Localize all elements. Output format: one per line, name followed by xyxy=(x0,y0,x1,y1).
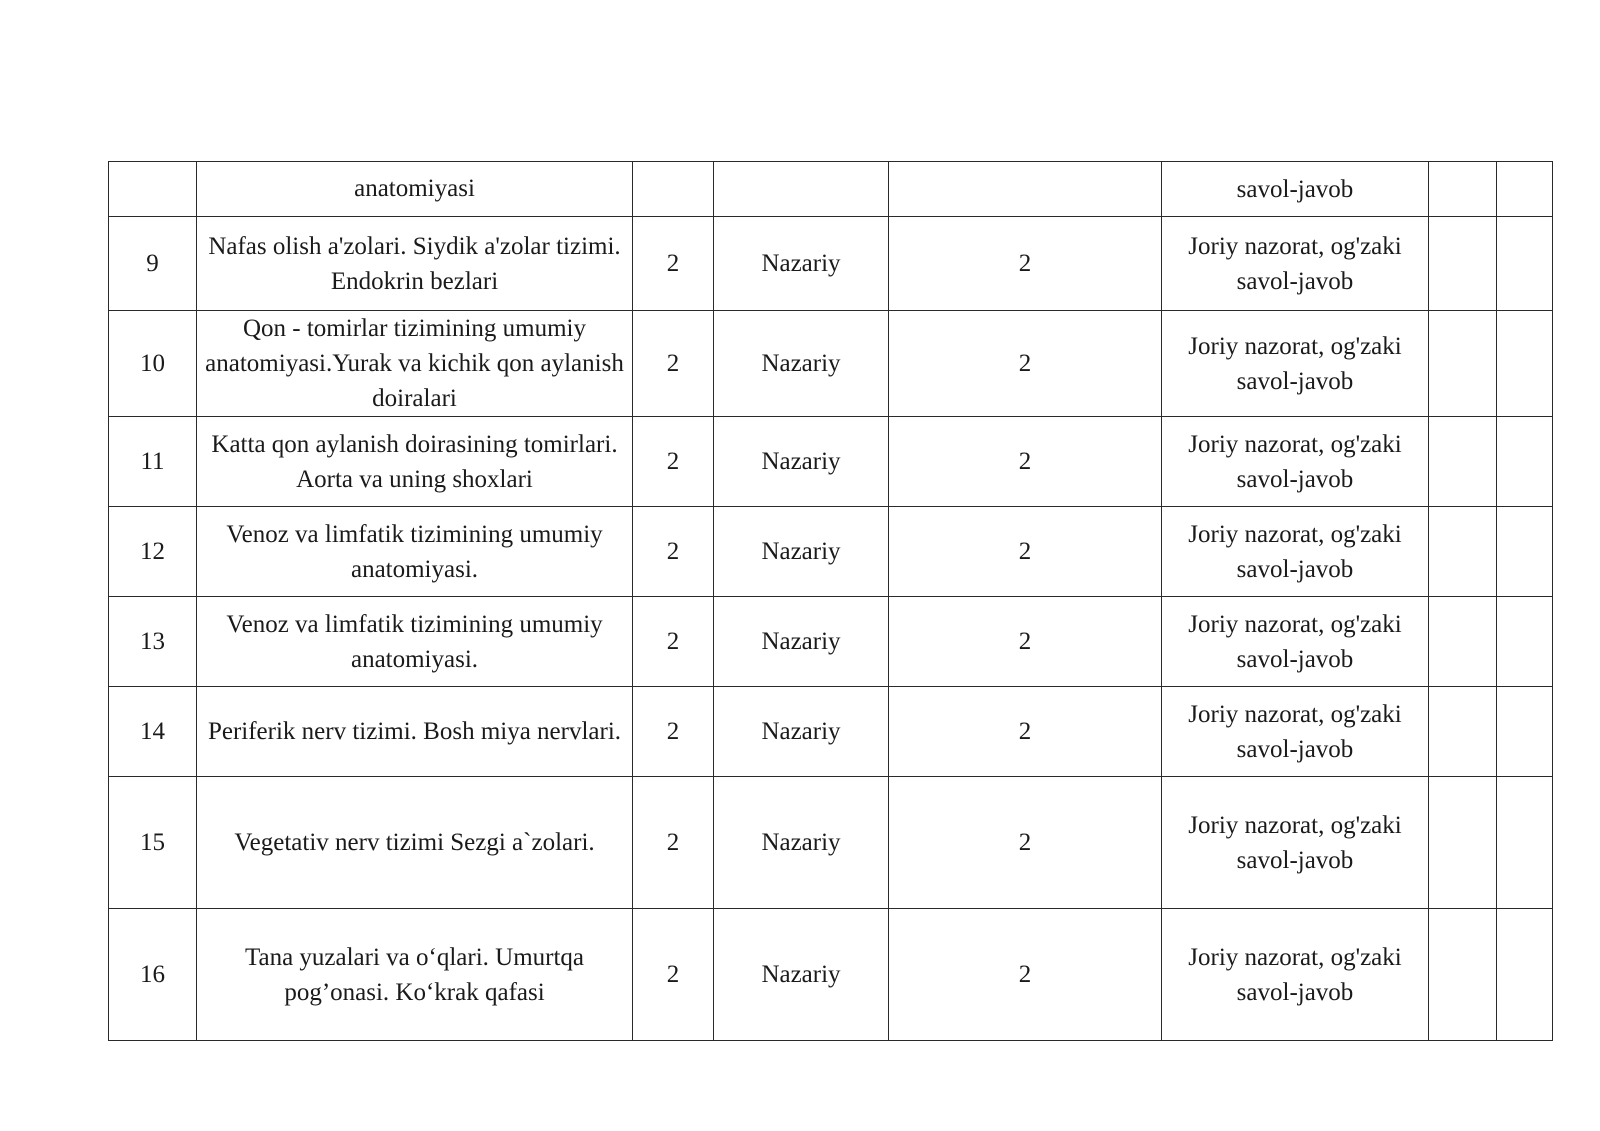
control-form-cell: Joriy nazorat, og'zaki savol-javob xyxy=(1162,417,1429,507)
hours-cell: 2 xyxy=(633,909,714,1041)
lesson-type-cell: Nazariy xyxy=(714,909,889,1041)
hours-cell: 2 xyxy=(633,217,714,311)
lesson-type-cell: Nazariy xyxy=(714,417,889,507)
table-row xyxy=(109,507,1553,597)
extra-cell xyxy=(1497,687,1553,777)
lesson-type-cell: Nazariy xyxy=(714,777,889,909)
row-number: 13 xyxy=(109,597,197,687)
curriculum-table xyxy=(108,161,1553,1041)
lesson-type-cell: Nazariy xyxy=(714,597,889,687)
extra-cell xyxy=(1429,162,1497,217)
count-cell: 2 xyxy=(889,777,1162,909)
control-form-cell: Joriy nazorat, og'zaki savol-javob xyxy=(1162,217,1429,311)
topic-cell: Nafas olish a'zolari. Siydik a'zolar tizimi. Endokrin bezlari xyxy=(197,217,633,311)
topic-cell: Venoz va limfatik tizimining umumiy anatomiyasi. xyxy=(197,507,633,597)
topic-cell: Katta qon aylanish doirasining tomirlari. Aorta va uning shoxlari xyxy=(197,417,633,507)
row-number xyxy=(109,162,197,217)
hours-cell: 2 xyxy=(633,597,714,687)
table-row xyxy=(109,597,1553,687)
topic-cell: Qon - tomirlar tizimining umumiy anatomiyasi.Yurak va kichik qon aylanish doiralari xyxy=(197,311,633,417)
row-number: 11 xyxy=(109,417,197,507)
row-number: 10 xyxy=(109,311,197,417)
lesson-type-cell: Nazariy xyxy=(714,311,889,417)
count-cell: 2 xyxy=(889,217,1162,311)
table-row xyxy=(109,217,1553,311)
row-number: 14 xyxy=(109,687,197,777)
table-row xyxy=(109,909,1553,1041)
table-row xyxy=(109,162,1553,217)
hours-cell: 2 xyxy=(633,417,714,507)
count-cell xyxy=(889,162,1162,217)
row-number: 12 xyxy=(109,507,197,597)
count-cell: 2 xyxy=(889,909,1162,1041)
topic-cell: anatomiyasi xyxy=(197,162,633,217)
extra-cell xyxy=(1497,311,1553,417)
hours-cell: 2 xyxy=(633,311,714,417)
extra-cell xyxy=(1429,507,1497,597)
extra-cell xyxy=(1497,597,1553,687)
extra-cell xyxy=(1497,909,1553,1041)
extra-cell xyxy=(1497,217,1553,311)
extra-cell xyxy=(1497,507,1553,597)
extra-cell xyxy=(1429,777,1497,909)
extra-cell xyxy=(1429,217,1497,311)
control-form-cell: Joriy nazorat, og'zaki savol-javob xyxy=(1162,777,1429,909)
lesson-type-cell: Nazariy xyxy=(714,217,889,311)
control-form-cell: Joriy nazorat, og'zaki savol-javob xyxy=(1162,507,1429,597)
count-cell: 2 xyxy=(889,507,1162,597)
table-row xyxy=(109,417,1553,507)
control-form-cell: savol-javob xyxy=(1162,162,1429,217)
row-number: 9 xyxy=(109,217,197,311)
topic-cell: Venoz va limfatik tizimining umumiy anatomiyasi. xyxy=(197,597,633,687)
hours-cell: 2 xyxy=(633,507,714,597)
extra-cell xyxy=(1429,311,1497,417)
control-form-cell: Joriy nazorat, og'zaki savol-javob xyxy=(1162,311,1429,417)
count-cell: 2 xyxy=(889,311,1162,417)
topic-cell: Vegetativ nerv tizimi Sezgi a`zolari. xyxy=(197,777,633,909)
hours-cell: 2 xyxy=(633,777,714,909)
extra-cell xyxy=(1429,687,1497,777)
count-cell: 2 xyxy=(889,417,1162,507)
extra-cell xyxy=(1429,909,1497,1041)
control-form-cell: Joriy nazorat, og'zaki savol-javob xyxy=(1162,597,1429,687)
lesson-type-cell: Nazariy xyxy=(714,507,889,597)
hours-cell: 2 xyxy=(633,687,714,777)
table-row xyxy=(109,311,1553,417)
extra-cell xyxy=(1497,777,1553,909)
row-number: 16 xyxy=(109,909,197,1041)
lesson-type-cell: Nazariy xyxy=(714,687,889,777)
row-number: 15 xyxy=(109,777,197,909)
control-form-cell: Joriy nazorat, og'zaki savol-javob xyxy=(1162,687,1429,777)
hours-cell xyxy=(633,162,714,217)
lesson-type-cell xyxy=(714,162,889,217)
extra-cell xyxy=(1497,162,1553,217)
extra-cell xyxy=(1497,417,1553,507)
table-row xyxy=(109,687,1553,777)
table-body xyxy=(109,162,1553,1041)
extra-cell xyxy=(1429,597,1497,687)
count-cell: 2 xyxy=(889,687,1162,777)
topic-cell: Tana yuzalari va o‘qlari. Umurtqa pog’onasi. Ko‘krak qafasi xyxy=(197,909,633,1041)
control-form-cell: Joriy nazorat, og'zaki savol-javob xyxy=(1162,909,1429,1041)
topic-cell: Periferik nerv tizimi. Bosh miya nervlari. xyxy=(197,687,633,777)
table-row xyxy=(109,777,1553,909)
extra-cell xyxy=(1429,417,1497,507)
count-cell: 2 xyxy=(889,597,1162,687)
